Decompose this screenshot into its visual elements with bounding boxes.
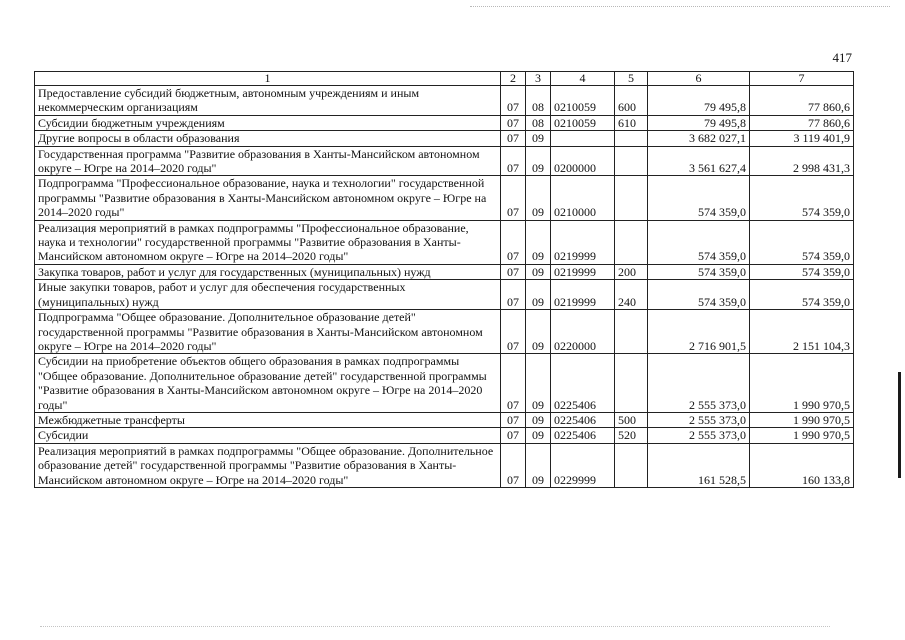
cell-amount-1: 2 555 373,0 xyxy=(648,412,750,427)
header-cell: 1 xyxy=(35,72,501,86)
cell-subsection: 09 xyxy=(526,280,551,310)
cell-subsection: 09 xyxy=(526,220,551,264)
table-row xyxy=(35,280,854,310)
table-row xyxy=(35,310,854,354)
cell-subsection: 09 xyxy=(526,146,551,176)
table-row xyxy=(35,86,854,116)
cell-target-code: 0219999 xyxy=(551,220,615,264)
cell-section: 07 xyxy=(501,443,526,487)
cell-section: 07 xyxy=(501,354,526,413)
table-row xyxy=(35,131,854,146)
cell-subsection: 09 xyxy=(526,264,551,279)
cell-subsection: 09 xyxy=(526,310,551,354)
cell-amount-2: 2 998 431,3 xyxy=(750,146,854,176)
header-cell: 2 xyxy=(501,72,526,86)
cell-amount-1: 2 716 901,5 xyxy=(648,310,750,354)
scan-edge-mark xyxy=(898,372,901,478)
cell-amount-1: 79 495,8 xyxy=(648,115,750,130)
header-cell: 7 xyxy=(750,72,854,86)
cell-expense-type xyxy=(615,443,648,487)
cell-section: 07 xyxy=(501,280,526,310)
cell-amount-1: 574 359,0 xyxy=(648,264,750,279)
table-row xyxy=(35,443,854,487)
cell-target-code: 0220000 xyxy=(551,310,615,354)
cell-section: 07 xyxy=(501,146,526,176)
cell-section: 07 xyxy=(501,412,526,427)
cell-target-code: 0225406 xyxy=(551,354,615,413)
cell-amount-2: 574 359,0 xyxy=(750,264,854,279)
cell-target-code: 0225406 xyxy=(551,428,615,443)
header-cell: 4 xyxy=(551,72,615,86)
cell-amount-2: 2 151 104,3 xyxy=(750,310,854,354)
cell-expense-type xyxy=(615,310,648,354)
cell-target-code: 0229999 xyxy=(551,443,615,487)
table-row xyxy=(35,412,854,427)
row-name: Реализация мероприятий в рамках подпрограммы "Профессиональное образование, наука и технологии" государственной программы "Развитие образования в Ханты-Мансийском автономном округе – Югре на 2014–2020 годы" xyxy=(35,220,501,264)
cell-target-code: 0200000 xyxy=(551,146,615,176)
cell-subsection: 08 xyxy=(526,115,551,130)
cell-amount-1: 79 495,8 xyxy=(648,86,750,116)
row-name: Другие вопросы в области образования xyxy=(35,131,501,146)
cell-expense-type xyxy=(615,220,648,264)
row-name: Субсидии на приобретение объектов общего образования в рамках подпрограммы "Общее образование. Дополнительное образование детей" государственной программы "Развитие образования в Ханты-Мансийском автономном округе – Югре на 2014–2020 годы" xyxy=(35,354,501,413)
cell-section: 07 xyxy=(501,220,526,264)
row-name: Государственная программа "Развитие образования в Ханты-Мансийском автономном округе – Югре на 2014–2020 годы" xyxy=(35,146,501,176)
row-name: Субсидии xyxy=(35,428,501,443)
row-name: Реализация мероприятий в рамках подпрограммы "Общее образование. Дополнительное образование детей" государственной программы "Развитие образования в Ханты-Мансийском автономном округе – Югре на 2014–2020 годы" xyxy=(35,443,501,487)
cell-subsection: 09 xyxy=(526,412,551,427)
cell-amount-1: 2 555 373,0 xyxy=(648,354,750,413)
cell-subsection: 08 xyxy=(526,86,551,116)
header-row xyxy=(35,72,854,86)
cell-target-code: 0219999 xyxy=(551,280,615,310)
cell-expense-type: 500 xyxy=(615,412,648,427)
cell-target-code: 0219999 xyxy=(551,264,615,279)
cell-target-code: 0225406 xyxy=(551,412,615,427)
cell-section: 07 xyxy=(501,428,526,443)
cell-section: 07 xyxy=(501,264,526,279)
header-cell: 5 xyxy=(615,72,648,86)
cell-target-code xyxy=(551,131,615,146)
cell-expense-type: 200 xyxy=(615,264,648,279)
row-name: Предоставление субсидий бюджетным, автономным учреждениям и иным некоммерческим организациям xyxy=(35,86,501,116)
cell-section: 07 xyxy=(501,115,526,130)
table-row xyxy=(35,146,854,176)
cell-amount-1: 161 528,5 xyxy=(648,443,750,487)
row-name: Подпрограмма "Общее образование. Дополнительное образование детей" государственной программы "Развитие образования в Ханты-Мансийском автономном округе – Югре на 2014–2020 годы" xyxy=(35,310,501,354)
cell-amount-1: 3 561 627,4 xyxy=(648,146,750,176)
cell-section: 07 xyxy=(501,310,526,354)
row-name: Межбюджетные трансферты xyxy=(35,412,501,427)
cell-section: 07 xyxy=(501,176,526,220)
table-row xyxy=(35,428,854,443)
cell-subsection: 09 xyxy=(526,443,551,487)
row-name: Иные закупки товаров, работ и услуг для обеспечения государственных (муниципальных) нужд xyxy=(35,280,501,310)
row-name: Подпрограмма "Профессиональное образование, наука и технологии" государственной программы "Развитие образования в Ханты-Мансийском автономном округе – Югре на 2014–2020 годы" xyxy=(35,176,501,220)
cell-amount-2: 77 860,6 xyxy=(750,86,854,116)
row-name: Закупка товаров, работ и услуг для государственных (муниципальных) нужд xyxy=(35,264,501,279)
cell-subsection: 09 xyxy=(526,176,551,220)
cell-amount-1: 2 555 373,0 xyxy=(648,428,750,443)
cell-section: 07 xyxy=(501,86,526,116)
cell-amount-2: 1 990 970,5 xyxy=(750,412,854,427)
table-row xyxy=(35,220,854,264)
cell-amount-2: 77 860,6 xyxy=(750,115,854,130)
cell-subsection: 09 xyxy=(526,428,551,443)
cell-amount-1: 574 359,0 xyxy=(648,220,750,264)
cell-expense-type: 240 xyxy=(615,280,648,310)
cell-expense-type xyxy=(615,131,648,146)
header-cell: 3 xyxy=(526,72,551,86)
cell-amount-2: 574 359,0 xyxy=(750,220,854,264)
table-row xyxy=(35,115,854,130)
cell-amount-2: 574 359,0 xyxy=(750,280,854,310)
cell-amount-2: 3 119 401,9 xyxy=(750,131,854,146)
cell-amount-2: 1 990 970,5 xyxy=(750,354,854,413)
cell-amount-2: 1 990 970,5 xyxy=(750,428,854,443)
cell-expense-type: 520 xyxy=(615,428,648,443)
cell-expense-type xyxy=(615,146,648,176)
cell-amount-1: 3 682 027,1 xyxy=(648,131,750,146)
budget-table xyxy=(34,71,854,488)
page-number: 417 xyxy=(832,50,852,65)
cell-expense-type xyxy=(615,176,648,220)
cell-target-code: 0210000 xyxy=(551,176,615,220)
table-row xyxy=(35,354,854,413)
header-cell: 6 xyxy=(648,72,750,86)
row-name: Субсидии бюджетным учреждениям xyxy=(35,115,501,130)
cell-amount-1: 574 359,0 xyxy=(648,280,750,310)
cell-target-code: 0210059 xyxy=(551,115,615,130)
table-row xyxy=(35,264,854,279)
cell-subsection: 09 xyxy=(526,354,551,413)
table-row xyxy=(35,176,854,220)
cell-subsection: 09 xyxy=(526,131,551,146)
cell-amount-2: 160 133,8 xyxy=(750,443,854,487)
scan-artifact-bottom xyxy=(40,626,830,627)
cell-amount-1: 574 359,0 xyxy=(648,176,750,220)
cell-expense-type xyxy=(615,354,648,413)
cell-section: 07 xyxy=(501,131,526,146)
cell-expense-type: 600 xyxy=(615,86,648,116)
cell-target-code: 0210059 xyxy=(551,86,615,116)
cell-amount-2: 574 359,0 xyxy=(750,176,854,220)
scan-artifact-top xyxy=(470,6,890,7)
cell-expense-type: 610 xyxy=(615,115,648,130)
